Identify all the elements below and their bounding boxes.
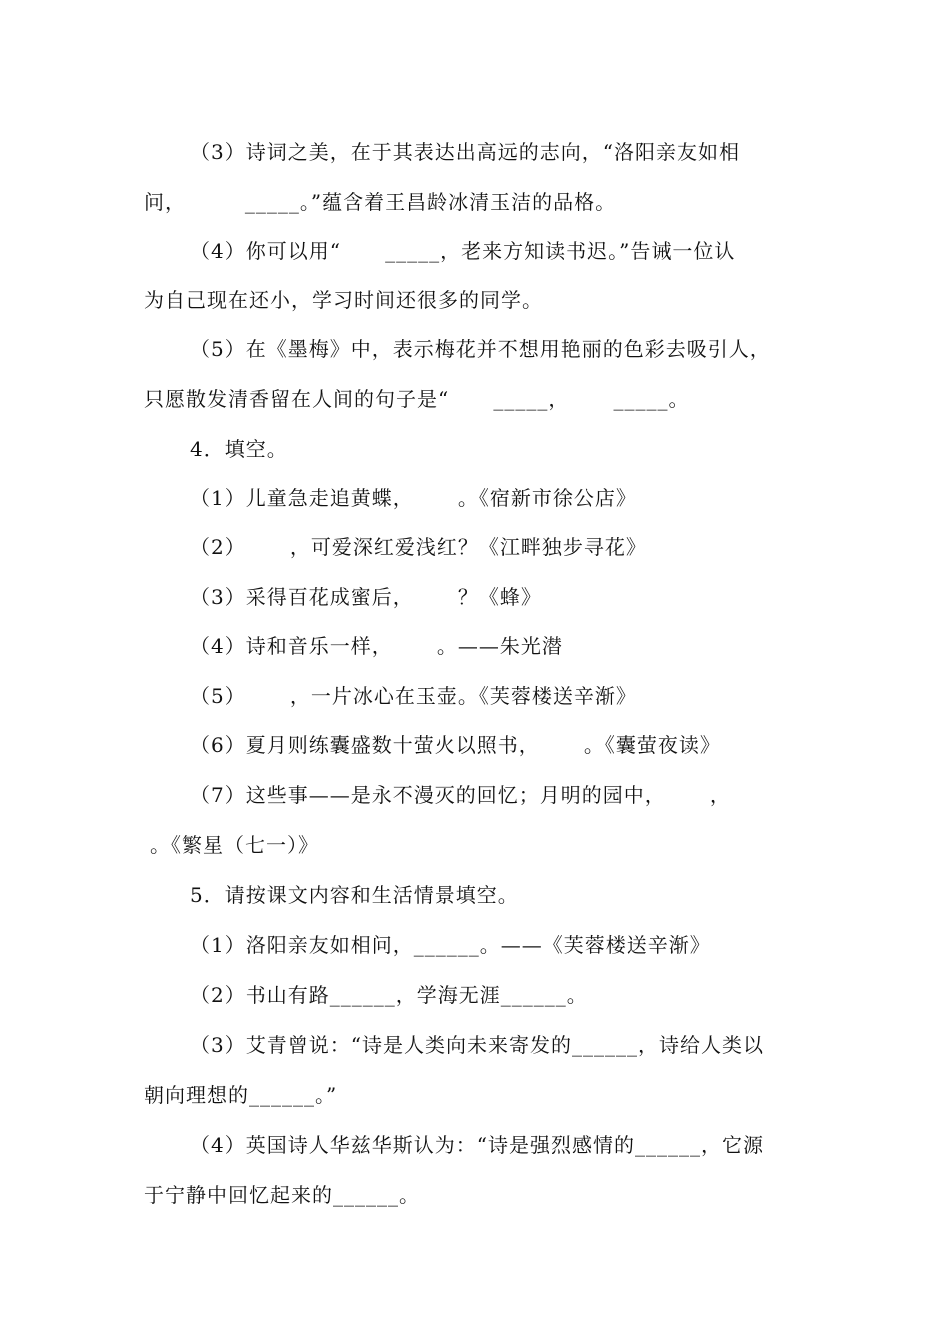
section-heading: 4．填空。: [190, 437, 288, 461]
text-line: 。《繁星（七一）》: [150, 833, 319, 857]
text-line: 朝向理想的______。”: [144, 1083, 338, 1107]
text-line: （4）诗和音乐一样， 。——朱光潜: [190, 634, 563, 658]
text-line: （3）采得百花成蜜后， ？《蜂》: [190, 585, 542, 609]
text-line: （2） ，可爱深红爱浅红？《江畔独步寻花》: [190, 535, 647, 559]
text-line: 为自己现在还小，学习时间还很多的同学。: [144, 288, 543, 312]
text-line: （1）洛阳亲友如相问，______。——《芙蓉楼送辛渐》: [190, 933, 711, 957]
text-line: 只愿散发清香留在人间的句子是“ _____， _____。: [144, 387, 690, 411]
text-line: （3）诗词之美，在于其表达出高远的志向，“洛阳亲友如相: [190, 140, 740, 164]
text-line: （6）夏月则练囊盛数十萤火以照书， 。《囊萤夜读》: [190, 733, 721, 757]
text-line: （7）这些事——是永不漫灭的回忆；月明的园中， ，: [190, 783, 731, 807]
text-line: （4）英国诗人华兹华斯认为：“诗是强烈感情的______，它源: [190, 1133, 764, 1157]
text-line: （5） ，一片冰心在玉壶。《芙蓉楼送辛渐》: [190, 684, 637, 708]
text-line: （1）儿童急走追黄蝶， 。《宿新市徐公店》: [190, 486, 637, 510]
section-heading: 5．请按课文内容和生活情景填空。: [190, 883, 519, 907]
text-line: （3）艾青曾说：“诗是人类向未来寄发的______，诗给人类以: [190, 1033, 764, 1057]
text-line: 问， _____。”蕴含着王昌龄冰清玉洁的品格。: [144, 190, 617, 214]
text-line: （2）书山有路______，学海无涯______。: [190, 983, 588, 1007]
text-line: （5）在《墨梅》中，表示梅花并不想用艳丽的色彩去吸引人，: [190, 337, 771, 361]
text-line: （4）你可以用“ _____，老来方知读书迟。”告诫一位认: [190, 239, 736, 263]
text-line: 于宁静中回忆起来的______。: [144, 1183, 420, 1207]
